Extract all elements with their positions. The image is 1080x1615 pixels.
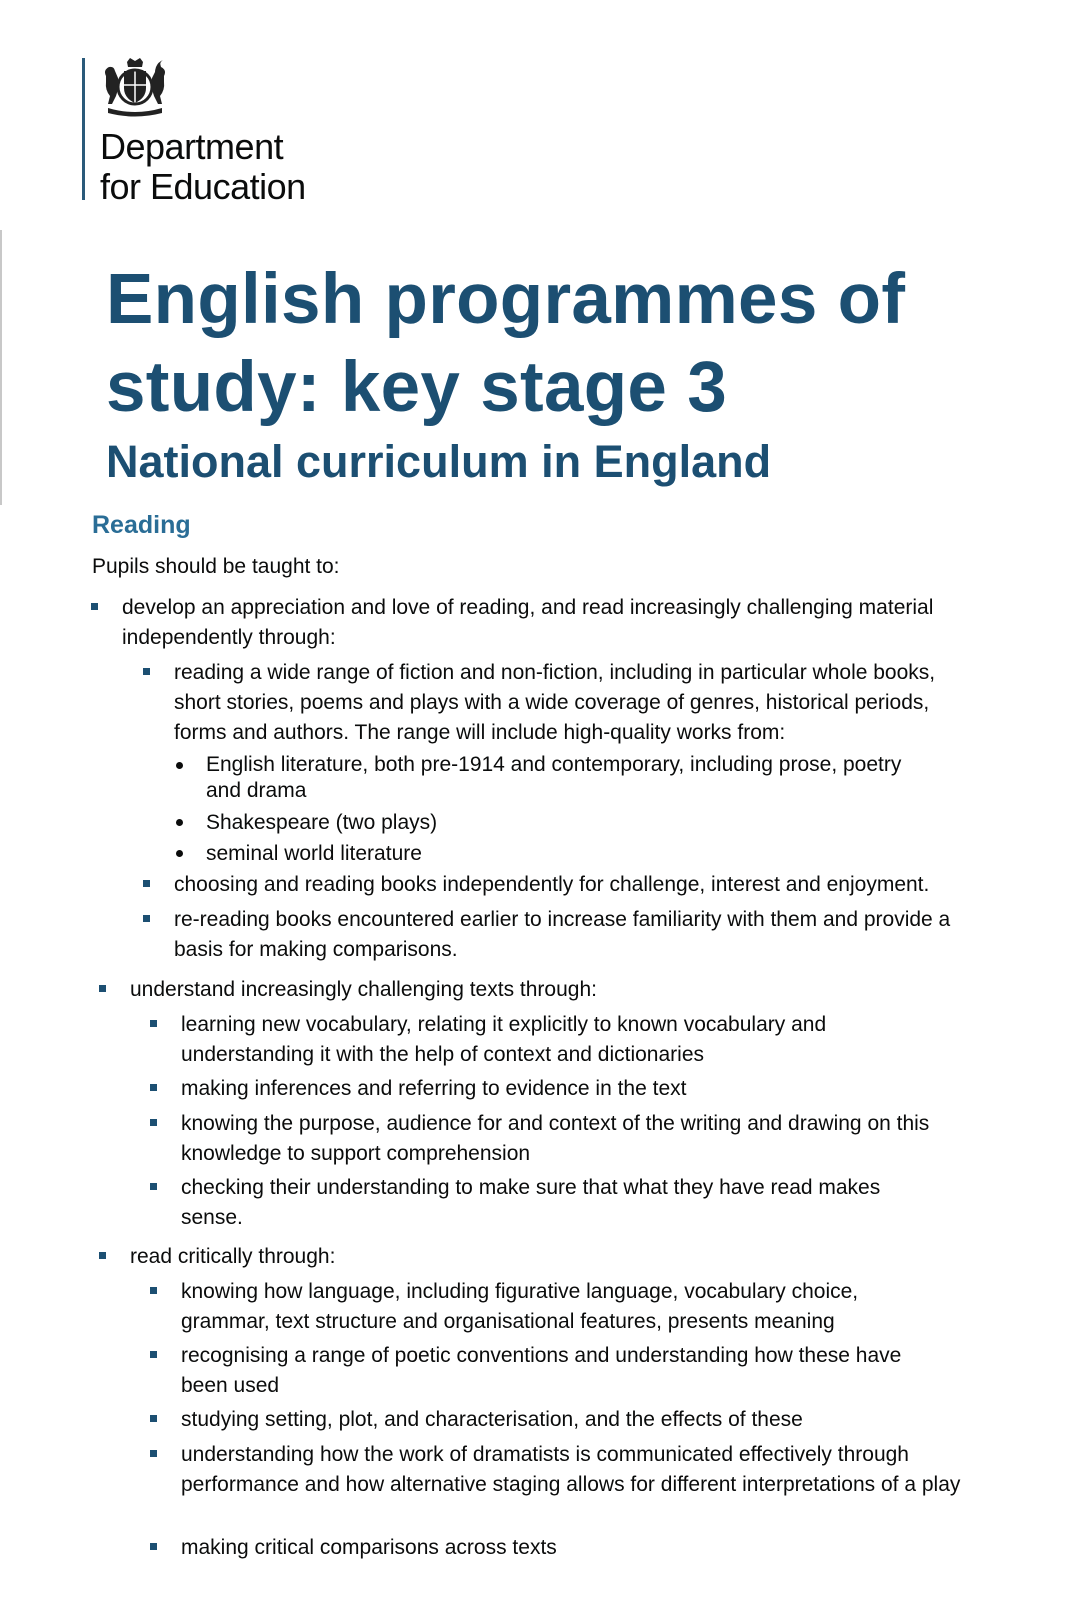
dot-bullet-icon bbox=[176, 819, 183, 826]
list-item: recognising a range of poetic conventions and understanding how these have been used bbox=[181, 1341, 941, 1401]
list-item: understand increasingly challenging texts through: bbox=[130, 975, 970, 1005]
list-item: making inferences and referring to evidence in the text bbox=[181, 1074, 971, 1104]
list-item: checking their understanding to make sure that what they have read makes sense. bbox=[181, 1173, 921, 1233]
square-bullet-icon bbox=[150, 1351, 157, 1358]
square-bullet-icon bbox=[99, 1252, 106, 1259]
list-item: develop an appreciation and love of reading, and read increasingly challenging material independently through: bbox=[122, 593, 962, 653]
square-bullet-icon bbox=[143, 880, 150, 887]
square-bullet-icon bbox=[150, 1450, 157, 1457]
square-bullet-icon bbox=[150, 1084, 157, 1091]
list-item: understanding how the work of dramatists is communicated effectively through performance and how alternative staging allows for different interpretations of a play bbox=[181, 1440, 961, 1500]
list-item: knowing how language, including figurative language, vocabulary choice, grammar, text structure and organisational features, presents meaning bbox=[181, 1277, 921, 1337]
list-item: knowing the purpose, audience for and context of the writing and drawing on this knowledge to support comprehension bbox=[181, 1109, 971, 1169]
page-title-line2: study: key stage 3 bbox=[106, 348, 727, 427]
department-logo bbox=[82, 58, 306, 207]
dot-bullet-icon bbox=[176, 762, 183, 769]
department-name bbox=[100, 127, 306, 207]
page-title-line1: English programmes of bbox=[106, 260, 906, 339]
square-bullet-icon bbox=[150, 1020, 157, 1027]
intro-text: Pupils should be taught to: bbox=[92, 555, 340, 578]
square-bullet-icon bbox=[150, 1543, 157, 1550]
list-item: choosing and reading books independently for challenge, interest and enjoyment. bbox=[174, 870, 974, 900]
list-item: seminal world literature bbox=[206, 839, 936, 869]
royal-coat-of-arms-icon bbox=[100, 58, 170, 118]
page-subtitle: National curriculum in England bbox=[106, 436, 772, 487]
page-edge-line bbox=[0, 230, 2, 505]
list-item: English literature, both pre-1914 and contemporary, including prose, poetry and drama bbox=[206, 752, 936, 804]
dot-bullet-icon bbox=[176, 850, 183, 857]
square-bullet-icon bbox=[150, 1119, 157, 1126]
square-bullet-icon bbox=[143, 915, 150, 922]
square-bullet-icon bbox=[150, 1287, 157, 1294]
square-bullet-icon bbox=[143, 668, 150, 675]
square-bullet-icon bbox=[91, 603, 98, 610]
department-name-line1: Department bbox=[100, 126, 284, 167]
list-item: read critically through: bbox=[130, 1242, 970, 1272]
square-bullet-icon bbox=[150, 1415, 157, 1422]
square-bullet-icon bbox=[150, 1183, 157, 1190]
list-item: studying setting, plot, and characterisation, and the effects of these bbox=[181, 1405, 971, 1435]
page-title bbox=[106, 256, 1046, 432]
department-name-line2: for Education bbox=[100, 166, 306, 207]
section-heading-reading: Reading bbox=[92, 511, 191, 539]
list-item: making critical comparisons across texts bbox=[181, 1533, 961, 1563]
square-bullet-icon bbox=[99, 985, 106, 992]
list-item: learning new vocabulary, relating it explicitly to known vocabulary and understanding it with the help of context and dictionaries bbox=[181, 1010, 921, 1070]
list-item: Shakespeare (two plays) bbox=[206, 808, 936, 838]
list-item: re-reading books encountered earlier to increase familiarity with them and provide a basis for making comparisons. bbox=[174, 905, 964, 965]
list-item: reading a wide range of fiction and non-fiction, including in particular whole books, short stories, poems and plays with a wide coverage of genres, historical periods, forms and authors. The range will include high-quality works from: bbox=[174, 658, 964, 748]
